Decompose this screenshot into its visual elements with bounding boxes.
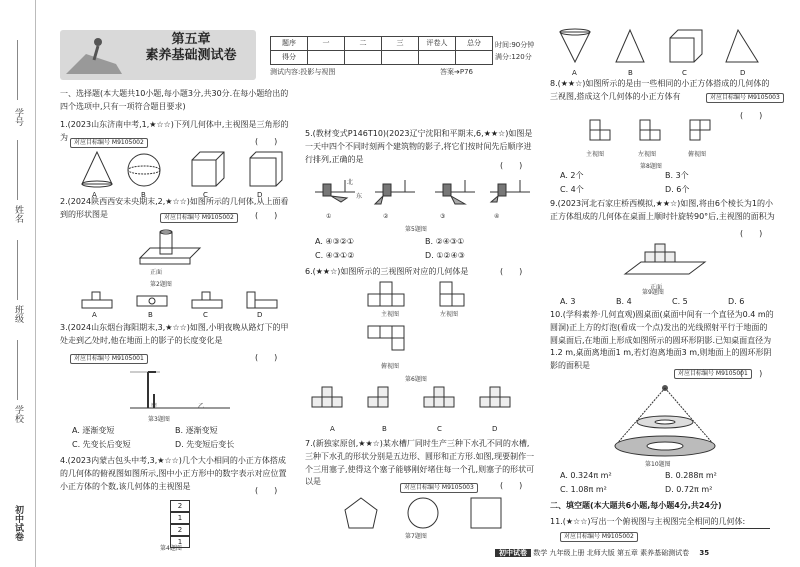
line <box>17 340 18 400</box>
q6-top-view-label: 俯视图 <box>381 363 400 370</box>
q8-front-view-label: 主视图 <box>586 151 605 158</box>
q7-code: 对应目标编号 M9105003 <box>400 483 478 493</box>
q8-caption: 第8题图 <box>640 163 662 170</box>
q2-options <box>82 292 282 308</box>
q2-paren[interactable]: ( ) <box>255 211 278 220</box>
q11-answer-blank[interactable] <box>700 528 770 529</box>
score-header: 三 <box>382 37 419 51</box>
q5-caption: 第5题图 <box>405 226 427 233</box>
footer-edition: 北师大版 <box>586 549 615 557</box>
q9-caption: 第9题图 <box>642 289 664 296</box>
test-title: 素养基础测试卷 <box>145 48 237 64</box>
q3-caption: 第3题图 <box>148 416 170 423</box>
q4-cell: 2 <box>170 524 190 536</box>
q1-opt-d[interactable]: D <box>257 191 263 199</box>
chapter-title <box>126 32 256 65</box>
q4-text: 4.(2023内蒙古包头中考,3,★☆☆)几个大小相同的小正方体搭成的几何体的俯视图如图所示,图中小正方形中的数字表示对应位置小正方体的个数,该几何体的主视图是 <box>60 456 287 491</box>
q3-opt-d[interactable]: D. 先变短后变长 <box>175 440 235 449</box>
q4-paren[interactable]: ( ) <box>255 486 278 495</box>
line <box>17 240 18 300</box>
score-header: 评卷人 <box>419 37 456 51</box>
q3-opt-b[interactable]: B. 逐渐变短 <box>175 426 218 435</box>
footer-subject: 数学 <box>533 549 548 557</box>
q9-front: 正面 <box>650 284 663 291</box>
brand-label: 初中试卷 <box>12 505 23 541</box>
q3-text: 3.(2024山东烟台海阳期末,3,★☆☆)如图,小明夜晚从路灯下的甲处走到乙处时,他在地面上的影子的长度变化是 <box>60 323 289 345</box>
q2-opt-b[interactable]: B <box>148 311 153 319</box>
score-header: 一 <box>308 37 345 51</box>
q9-text: 9.(2023河北石家庄桥西模拟,★★☆)如图,将由6个棱长为1的小正方体组成的几何体在桌面上顺时针旋转90°后,主视图的面积为 <box>550 199 775 221</box>
score-row-label: 得分 <box>271 51 308 65</box>
q6-opt-a[interactable]: A <box>330 425 335 433</box>
q8-opt-a[interactable]: A. 2个 <box>560 171 584 180</box>
q5-shadow-figures <box>305 178 535 212</box>
footer-chapter: 第五章 <box>616 549 638 557</box>
score-cell[interactable] <box>382 51 419 65</box>
q10-opt-d[interactable]: D. 0.72π m² <box>665 485 713 494</box>
q5-opt-c[interactable]: C. ④③①② <box>315 251 355 260</box>
score-header: 二 <box>345 37 382 51</box>
q7-text: 7.(新独家原创,★★☆)某水槽厂同时生产三种下水孔不同的水槽,三种下水孔的形状分别是五边形、圆形和正方形.如图,现要制作一个三用塞子,使得这个塞子能够刚好堵住每一个孔,则塞子的形状可以是 <box>305 439 535 487</box>
q1-text: 1.(2023山东济南中考,1,★☆☆)下列几何体中,主视图是三角形的为 <box>60 120 289 142</box>
q4-cell: 2 <box>170 500 190 512</box>
q4-cell: 1 <box>170 512 190 524</box>
q7-caption: 第7题图 <box>405 533 427 540</box>
label-xuehao: 学号 <box>12 108 23 126</box>
test-content: 测试内容:投影与视图 <box>270 68 336 76</box>
q1-code: 对应目标编号 M9105002 <box>70 138 148 148</box>
q10-paren[interactable]: ( ) <box>740 369 763 378</box>
chapter-number: 第五章 <box>171 32 211 47</box>
q8-text: 8.(★★☆)如图所示的是由一些相同的小正方体搭成的几何体的三视图,搭成这个几何体的小正方体有 <box>550 79 770 101</box>
q3-streetlamp-figure <box>120 368 230 412</box>
label-banji: 班级 <box>12 305 23 323</box>
q4-topview-grid <box>170 500 190 548</box>
banner-figure-icon <box>66 34 122 76</box>
q5-num-4: ④ <box>494 213 500 220</box>
q10-caption: 第10题图 <box>645 461 671 468</box>
q7-opt-c[interactable]: C <box>682 69 687 77</box>
q10-opt-b[interactable]: B. 0.288π m² <box>665 471 717 480</box>
q5-num-2: ② <box>383 213 389 220</box>
q7-opt-a[interactable]: A <box>572 69 577 77</box>
q8-top-view-label: 俯视图 <box>688 151 707 158</box>
q1-figures <box>82 152 282 192</box>
q6-options <box>308 385 528 415</box>
q9-opt-d[interactable]: D. 6 <box>728 297 745 306</box>
q7-answer-options <box>560 30 760 68</box>
q8-side-view-label: 左视图 <box>638 151 657 158</box>
page-footer <box>495 548 795 562</box>
q7-paren[interactable]: ( ) <box>500 481 523 490</box>
q5-opt-a[interactable]: A. ④③②① <box>315 237 355 246</box>
footer-title: 素养基础测试卷 <box>640 549 690 557</box>
q5-east: 东 <box>356 193 363 200</box>
q2-caption: 第2题图 <box>150 281 172 288</box>
score-table <box>270 36 493 65</box>
q2-opt-c[interactable]: C <box>203 311 208 319</box>
q7-holes <box>345 496 505 530</box>
q3-yi: 乙 <box>198 403 205 410</box>
q5-north: 北 <box>347 179 354 186</box>
q5-paren[interactable]: ( ) <box>500 161 523 170</box>
q10-text: 10.(学科素养·几何直观)圆桌面(桌面中间有一个直径为0.4 m的圆洞)正上方的灯泡(看成一个点)发出的光线照射平行于地面的圆桌面后,在地面上形成如图所示的圆环形阴影.已知桌面直径为1.2 m,桌面离地面1 m,若灯泡离地面3 m,则地面上的圆环形阴影的面积是 <box>550 310 774 371</box>
q6-paren[interactable]: ( ) <box>500 267 523 276</box>
line <box>17 140 18 200</box>
q2-opt-d[interactable]: D <box>257 311 263 319</box>
q3-opt-a[interactable]: A. 逐渐变短 <box>72 426 115 435</box>
q8-three-views <box>590 120 740 150</box>
q2-front: 正面 <box>150 269 163 276</box>
time-limit: 时间:90分钟 <box>495 41 535 49</box>
q3-code: 对应目标编号 M9105001 <box>70 354 148 364</box>
q8-paren[interactable]: ( ) <box>740 111 763 120</box>
q1-paren[interactable]: ( ) <box>255 137 278 146</box>
score-cell[interactable] <box>456 51 493 65</box>
q5-opt-b[interactable]: B. ②④③① <box>425 237 465 246</box>
q6-text: 6.(★★☆)如图所示的三视图所对应的几何体是 <box>305 267 469 276</box>
q9-figure <box>625 244 705 282</box>
section1-heading: 一、选择题(本大题共10小题,每小题3分,共30分.在每小题给出的四个选项中,只有一项符合题目要求) <box>60 89 289 111</box>
q6-side-view-label: 左视图 <box>440 311 459 318</box>
footer-grade: 九年级上册 <box>549 549 585 557</box>
q7-opt-d[interactable]: D <box>740 69 746 77</box>
q10-lamp-figure <box>605 384 725 458</box>
answer-page: 答案➔P76 <box>440 68 473 76</box>
q6-opt-b[interactable]: B <box>382 425 387 433</box>
q9-opt-a[interactable]: A. 3 <box>560 297 576 306</box>
score-header: 总分 <box>456 37 493 51</box>
section2-heading: 二、填空题(本大题共6小题,每小题4分,共24分) <box>550 501 722 510</box>
score-cell[interactable] <box>419 51 456 65</box>
q2-opt-a[interactable]: A <box>92 311 97 319</box>
q5-num-3: ③ <box>440 213 446 220</box>
q8-code: 对应目标编号 M9105003 <box>706 93 784 103</box>
q4-caption: 第4题图 <box>160 545 182 552</box>
q3-paren[interactable]: ( ) <box>255 353 278 362</box>
full-score: 满分:120分 <box>495 53 532 61</box>
q5-text: 5.(教材变式P146T10)(2023辽宁沈阳和平期末,6,★★☆)如图是一天中四个不同时刻两个建筑物的影子,将它们按时间先后顺序进行排列,正确的是 <box>305 129 533 164</box>
q11-code: 对应目标编号 M9105002 <box>560 532 638 542</box>
q7-opt-b[interactable]: B <box>628 69 633 77</box>
line <box>17 40 18 100</box>
score-cell[interactable] <box>308 51 345 65</box>
q2-text: 2.(2024陕西西安未央期末,2,★☆☆)如图所示的几何体,从上面看到的形状图是 <box>60 197 289 219</box>
q5-num-1: ① <box>326 213 332 220</box>
q6-opt-d[interactable]: D <box>492 425 498 433</box>
score-header: 题序 <box>271 37 308 51</box>
q8-opt-b[interactable]: B. 3个 <box>665 171 689 180</box>
q3-jia: 甲 <box>151 403 158 410</box>
q6-front-view-label: 主视图 <box>381 311 400 318</box>
q6-three-views <box>370 282 480 357</box>
label-xuexiao: 学校 <box>12 405 23 423</box>
page-number: 35 <box>699 549 710 557</box>
q10-opt-c[interactable]: C. 1.08π m² <box>560 485 607 494</box>
q9-paren[interactable]: ( ) <box>740 229 763 238</box>
q9-opt-c[interactable]: C. 5 <box>672 297 688 306</box>
q2-code: 对应目标编号 M9105002 <box>160 213 238 223</box>
q3-opt-c[interactable]: C. 先变长后变短 <box>72 440 131 449</box>
q8-opt-c[interactable]: C. 4个 <box>560 185 584 194</box>
q8-opt-d[interactable]: D. 6个 <box>665 185 690 194</box>
q1-opt-c[interactable]: C <box>203 191 208 199</box>
q1-opt-b[interactable]: B <box>141 191 146 199</box>
q6-opt-c[interactable]: C <box>437 425 442 433</box>
q4-cell: 1 <box>170 536 190 548</box>
q11-text: 11.(★☆☆)写出一个俯视图与主视图完全相同的几何体: <box>550 517 746 526</box>
binding-sidebar <box>0 0 36 567</box>
q2-figure <box>140 228 200 268</box>
q1-opt-a[interactable]: A <box>92 191 97 199</box>
q10-code: 对应目标编号 M9105001 <box>674 369 752 379</box>
q6-caption: 第6题图 <box>405 376 427 383</box>
label-xingming: 姓名 <box>12 205 23 223</box>
score-cell[interactable] <box>345 51 382 65</box>
q9-opt-b[interactable]: B. 4 <box>616 297 632 306</box>
q5-opt-d[interactable]: D. ①②④③ <box>425 251 465 260</box>
q10-opt-a[interactable]: A. 0.324π m² <box>560 471 612 480</box>
footer-brand: 初中试卷 <box>495 549 531 557</box>
